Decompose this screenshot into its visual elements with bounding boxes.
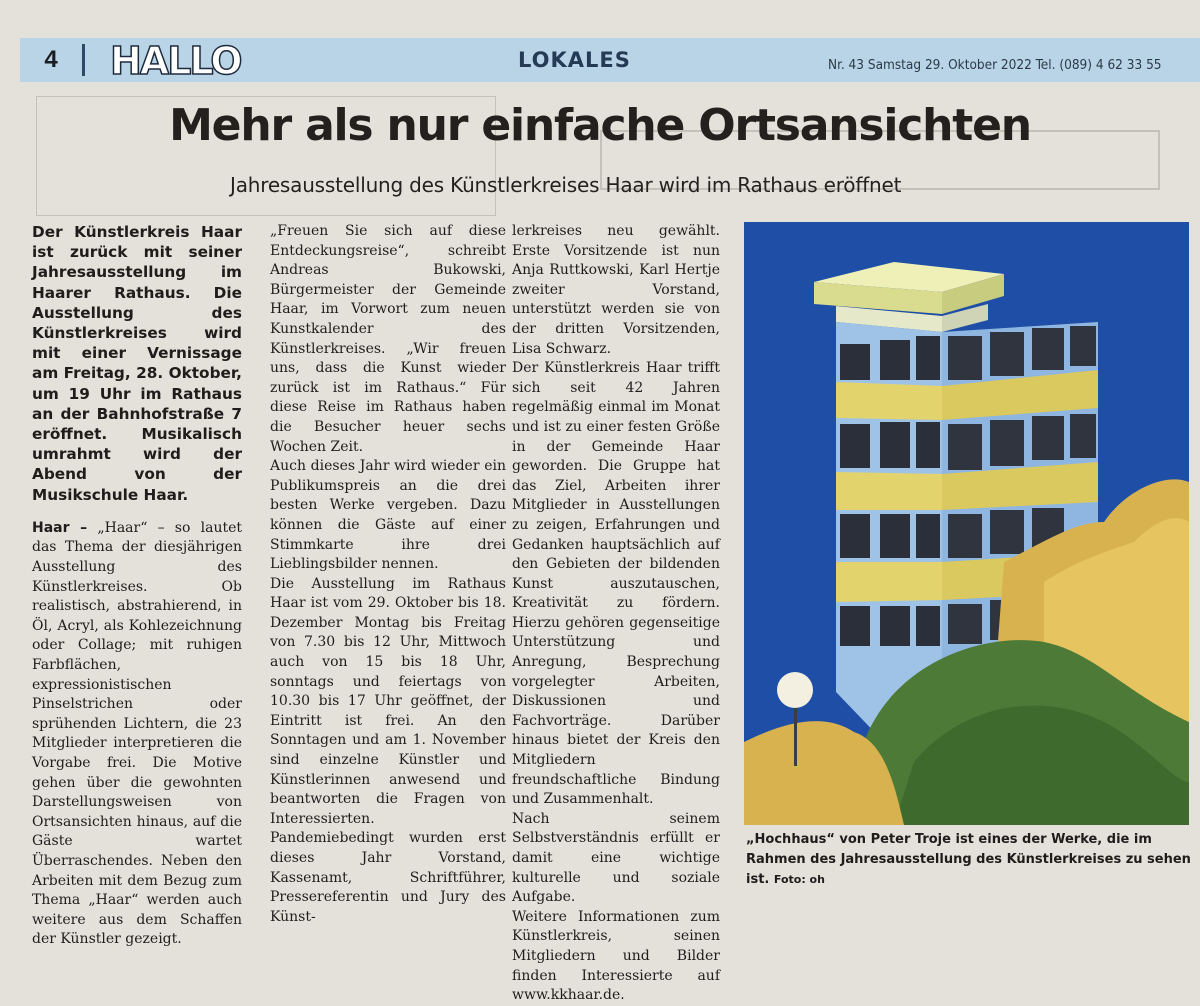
page-number: 4 — [44, 46, 58, 73]
photo-caption — [746, 830, 1192, 890]
article-subheadline: Jahresausstellung des Künstlerkreises Haar wird im Rathaus eröffnet — [230, 173, 902, 197]
article-paragraph: „Freuen Sie sich auf diese Entdeckungsreise“, schreibt Andreas Bukowski, Bürgermeister der Gemeinde Haar, im Vorwort zum neuen Kunstkalender des Künstlerkreises. „Wir freuen uns, dass die Kunst wieder zurück ist im Rathaus.“ Für diese Reise im Rathaus haben die Besucher heuer sechs Wochen Zeit. — [270, 223, 506, 455]
newspaper-logo: HALLO — [110, 39, 241, 83]
caption-text: „Hochhaus“ von Peter Troje ist eines der Werke, die im Rahmen des Jahresausstellung des Künstlerkreises zu sehen ist. — [746, 832, 1191, 887]
article-paragraph: Die Ausstellung im Rathaus Haar ist vom 29. Oktober bis 18. Dezember Montag bis Freitag von 7.30 bis 12 Uhr, Mittwoch auch von 15 bis 18 Uhr, sonntags und feiertags von 10.30 bis 17 Uhr geöffnet, der Eintritt ist frei. An den Sonntagen und am 1. November sind einzelne Künstler und Künstlerinnen anwesend und beantworten die Fragen von Interessierten. — [270, 575, 506, 827]
article-column-1 — [32, 222, 242, 950]
painting-hochhaus — [744, 222, 1189, 825]
photo-credit: Foto: oh — [773, 873, 825, 886]
article-column-2 — [270, 222, 506, 927]
issue-info: Nr. 43 Samstag 29. Oktober 2022 Tel. (089) 4 62 33 55 — [828, 57, 1162, 73]
article-paragraph: Auch dieses Jahr wird wieder ein Publikumspreis an die drei besten Werke vergeben. Dazu können die Gäste auf einer Stimmkarte ihre drei Lieblingsbilder nennen. — [270, 458, 506, 573]
article-paragraph: Haar – „Haar“ – so lautet das Thema der diesjährigen Ausstellung des Künstlerkreises. Ob realistisch, abstrahierend, in Öl, Acryl, als Kohlezeichnung oder Collage; mit ruhigen Farbflächen, expressionistischen Pinselstrichen oder sprühenden Lichtern, die 23 Mitglieder interpretieren die Vorgabe frei. Die Motive gehen über die gewohnten Darstellungsweisen von Ortsansichten hinaus, auf die Gäste wartet Überraschendes. Neben den Arbeiten mit dem Bezug zum Thema „Haar“ werden auch weitere aus dem Schaffen der Künstler gezeigt. — [32, 519, 243, 948]
article-paragraph: Nach seinem Selbstverständnis erfüllt er damit eine wichtige kulturelle und soziale Aufgabe. — [512, 810, 720, 906]
section-title: LOKALES — [518, 48, 631, 72]
article-intro: Der Künstlerkreis Haar ist zurück mit seiner Jahresausstellung im Haarer Rathaus. Die Ausstellung des Künstlerkreises wird mit einer Vernissage am Freitag, 28. Oktober, um 19 Uhr im Rathaus an der Bahnhofstraße 7 eröffnet. Musikalisch umrahmt wird der Abend von der Musikschule Haar. — [32, 223, 242, 504]
header-separator — [82, 44, 85, 76]
article-paragraph: Der Künstlerkreis Haar trifft sich seit 42 Jahren regelmäßig einmal im Monat und ist zu einer festen Größe in der Gemeinde Haar geworden. Die Gruppe hat das Ziel, Arbeiten ihrer Mitglieder in Ausstellungen zu zeigen, Erfahrungen und Gedanken hauptsächlich auf den Gebieten der bildenden Kunst auszutauschen, Kreativität zu fördern. Hierzu gehören gegenseitige Unterstützung und Anregung, Besprechung vorgelegter Arbeiten, Diskussionen und Fachvorträge. Darüber hinaus bietet der Kreis den Mitgliedern freundschaftliche Bindung und Zusammenhalt. — [512, 360, 720, 808]
article-column-3 — [512, 222, 720, 1006]
article-headline: Mehr als nur einfache Ortsansichten — [169, 100, 1031, 151]
dateline: Haar – — [32, 519, 88, 536]
article-paragraph: lerkreises neu gewählt. Erste Vorsitzende ist nun Anja Ruttkowski, Karl Hertje zweiter Vorstand, unterstützt werden sie von der dritten Vorsitzenden, Lisa Schwarz. — [512, 223, 720, 357]
article-paragraph: Weitere Informationen zum Künstlerkreis, seinen Mitgliedern und Bilder finden Interessierte auf www.kkhaar.de. — [512, 908, 720, 1004]
article-paragraph: Pandemiebedingt wurden erst dieses Jahr Vorstand, Kassenamt, Schriftführer, Pressereferentin und Jury des Künst- — [270, 830, 506, 925]
